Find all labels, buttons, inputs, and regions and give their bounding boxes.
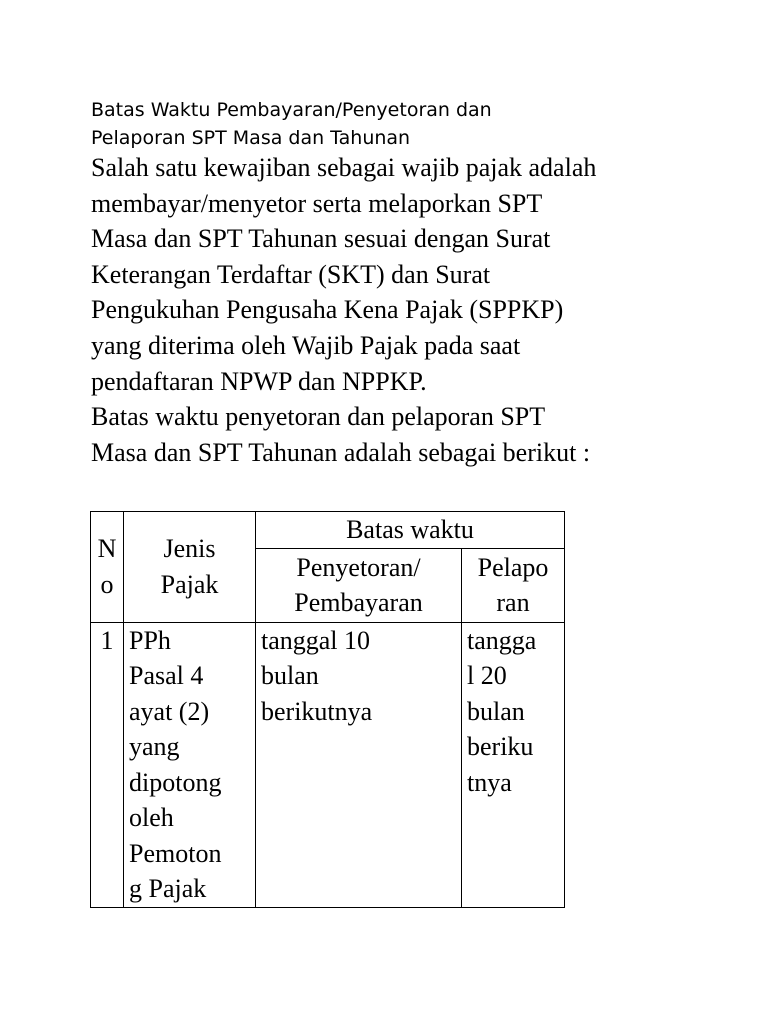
table-header-row bbox=[91, 512, 565, 549]
body-line: membayar/menyetor serta melaporkan SPT bbox=[91, 188, 543, 218]
body-line: Keterangan Terdaftar (SKT) dan Surat bbox=[91, 259, 491, 289]
header-pelaporan bbox=[462, 548, 565, 622]
cell-jenis-line: g Pajak bbox=[129, 874, 207, 903]
cell-pelaporan-line: bulan bbox=[467, 696, 525, 726]
body-line: Masa dan SPT Tahunan sesuai dengan Surat bbox=[91, 224, 551, 254]
header-jenis-line: Pajak bbox=[160, 569, 219, 599]
header-pelaporan-line: ran bbox=[496, 588, 530, 617]
heading-line-2: Pelaporan SPT Masa dan Tahunan bbox=[91, 127, 411, 149]
header-batas-waktu: Batas waktu bbox=[256, 512, 565, 549]
cell-jenis-line: dipotong bbox=[129, 767, 222, 797]
cell-jenis-line: yang bbox=[129, 732, 180, 761]
cell-jenis-line: Pemoton bbox=[129, 838, 222, 868]
cell-jenis-line: Pasal 4 bbox=[129, 661, 204, 690]
tax-deadline-table bbox=[90, 511, 565, 908]
header-penyetoran-line: Penyetoran/ bbox=[296, 552, 421, 582]
header-jenis-line: Jenis bbox=[163, 534, 216, 564]
cell-penyetoran-line: bulan bbox=[261, 661, 319, 690]
cell-pelaporan-line: tnya bbox=[467, 767, 512, 797]
body-line: Masa dan SPT Tahunan adalah sebagai berikut : bbox=[91, 437, 591, 467]
cell-penyetoran-line: tanggal 10 bbox=[261, 625, 371, 655]
cell-penyetoran-line: berikutnya bbox=[261, 696, 373, 726]
header-no-line: o bbox=[100, 569, 114, 599]
header-no-line: N bbox=[97, 534, 117, 564]
body-line: yang diterima oleh Wajib Pajak pada saat bbox=[91, 330, 521, 360]
header-no bbox=[91, 512, 124, 623]
body-line: pendaftaran NPWP dan NPPKP. bbox=[91, 366, 427, 396]
cell-pelaporan-line: tangga bbox=[467, 625, 537, 655]
header-penyetoran bbox=[256, 548, 462, 622]
body-paragraph bbox=[91, 150, 711, 470]
body-line: Salah satu kewajiban sebagai wajib pajak adalah bbox=[91, 153, 597, 182]
cell-jenis-line: PPh bbox=[129, 625, 171, 655]
document-heading bbox=[91, 96, 691, 152]
cell-jenis-pajak bbox=[124, 622, 256, 907]
cell-jenis-line: oleh bbox=[129, 803, 174, 832]
cell-jenis-line: ayat (2) bbox=[129, 696, 210, 726]
header-penyetoran-line: Pembayaran bbox=[294, 588, 423, 617]
cell-no: 1 bbox=[91, 622, 124, 907]
heading-line-1: Batas Waktu Pembayaran/Penyetoran dan bbox=[91, 99, 492, 121]
header-jenis-pajak bbox=[124, 512, 256, 623]
table-row bbox=[91, 622, 565, 907]
cell-pelaporan-line: beriku bbox=[467, 732, 534, 761]
header-pelaporan-line: Pelapo bbox=[477, 552, 549, 582]
body-line: Pengukuhan Pengusaha Kena Pajak (SPPKP) bbox=[91, 295, 564, 325]
cell-pelaporan-line: l 20 bbox=[467, 661, 507, 690]
cell-pelaporan bbox=[462, 622, 565, 907]
cell-penyetoran bbox=[256, 622, 462, 907]
body-line: Batas waktu penyetoran dan pelaporan SPT bbox=[91, 402, 546, 432]
